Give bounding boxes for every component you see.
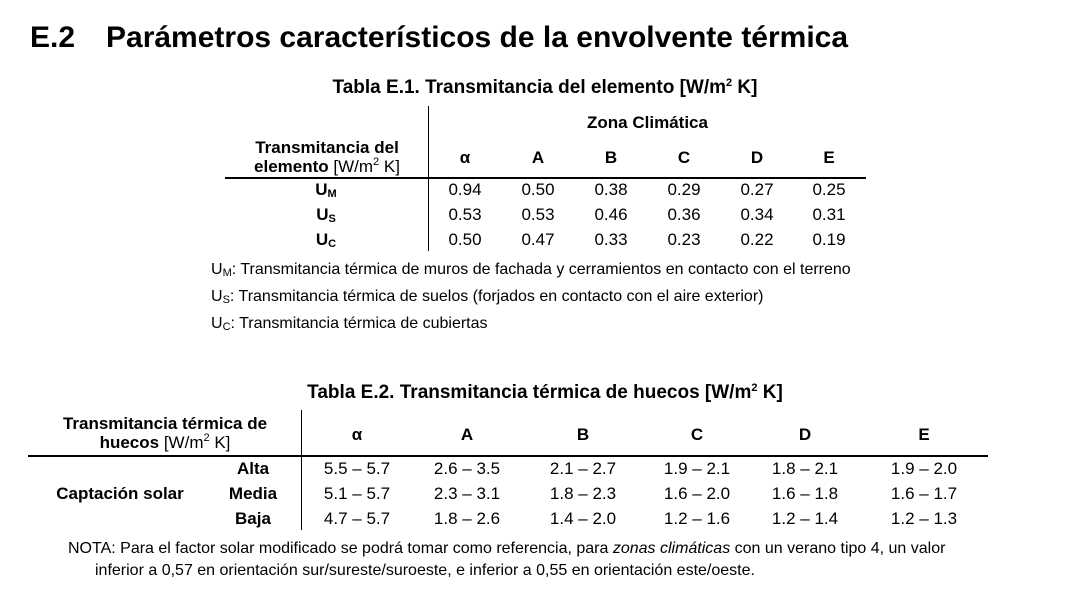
- table1-caption-sup: 2: [726, 77, 733, 89]
- unit-sup: 2: [203, 432, 210, 444]
- note-symbol-sub: M: [222, 267, 232, 279]
- table2-cell: 2.6 – 3.5: [433, 459, 501, 478]
- table2-cell: 1.2 – 1.6: [663, 509, 731, 528]
- table1-cell: 0.34: [740, 205, 774, 224]
- table1-row-label: [296, 230, 356, 250]
- table2-row-label: Alta: [236, 459, 270, 478]
- section-number: E.2: [30, 21, 76, 54]
- table1-note: [211, 287, 763, 307]
- table2-column-header: α: [351, 425, 363, 444]
- table2-column-header: A: [460, 425, 474, 444]
- table1-cell: 0.19: [812, 230, 846, 249]
- table1-cell: 0.38: [594, 180, 628, 199]
- table2-cell: 1.2 – 1.4: [771, 509, 839, 528]
- note-text: : Transmitancia térmica de suelos (forjados en contacto con el aire exterior): [229, 288, 764, 305]
- row-label-sub: C: [328, 238, 337, 250]
- table1-cell: 0.23: [667, 230, 701, 249]
- table1-group-header: Zona Climática: [587, 113, 708, 132]
- table2-cell: 1.9 – 2.0: [890, 459, 958, 478]
- table1-row-label: [296, 205, 356, 225]
- table2-group-label: Captación solar: [56, 484, 184, 503]
- table1-header-rule: [225, 177, 866, 179]
- unit-prefix: [W/m: [159, 433, 204, 452]
- note-symbol: U: [211, 261, 223, 278]
- note-symbol: U: [211, 288, 223, 305]
- table2-cell: 1.9 – 2.1: [663, 459, 731, 478]
- table2-column-header: E: [918, 425, 930, 444]
- unit-suffix: K]: [209, 433, 231, 452]
- row-label-base: U: [315, 180, 328, 199]
- table1-cell: 0.53: [448, 205, 482, 224]
- note-symbol-sub: S: [222, 294, 230, 306]
- table1-caption-text: Tabla E.1. Transmitancia del elemento [W/m: [332, 77, 727, 98]
- table2-column-header: C: [690, 425, 704, 444]
- table1-cell: 0.50: [448, 230, 482, 249]
- table1-column-header: C: [677, 148, 691, 167]
- table2-cell: 1.4 – 2.0: [549, 509, 617, 528]
- table1-cell: 0.31: [812, 205, 846, 224]
- table2-row-label: Baja: [235, 509, 271, 528]
- table2-header-rule: [28, 455, 988, 457]
- table2-row-header-unit: [159, 433, 230, 452]
- table1-cell: 0.25: [812, 180, 846, 199]
- table2-column-header: D: [798, 425, 812, 444]
- table2-cell: 5.1 – 5.7: [323, 484, 391, 503]
- footnote-line1: [68, 538, 945, 559]
- table2-cell: 1.8 – 2.1: [771, 459, 839, 478]
- table2-row-header: [40, 414, 290, 452]
- table2-caption: [0, 382, 1080, 404]
- table1-column-header: A: [531, 148, 545, 167]
- table2-cell: 4.7 – 5.7: [323, 509, 391, 528]
- table1-column-header: α: [459, 148, 471, 167]
- table2-cell: 1.6 – 1.7: [890, 484, 958, 503]
- note-text: : Transmitancia térmica de muros de fachada y cerramientos en contacto con el terreno: [231, 261, 851, 278]
- table1-cell: 0.50: [521, 180, 555, 199]
- table1-row-header-line2: elemento: [254, 157, 329, 176]
- table2-caption-text: Tabla E.2. Transmitancia térmica de huecos [W/m: [307, 382, 752, 403]
- table2-caption-unit: K]: [757, 382, 783, 403]
- footnote-italic: zonas climáticas: [612, 540, 731, 557]
- unit-prefix: [W/m: [328, 157, 374, 176]
- note-symbol-sub: C: [222, 321, 231, 333]
- unit-suffix: K]: [379, 157, 400, 176]
- footnote-prefix: NOTA: Para el factor solar modificado se podrá tomar como referencia, para: [68, 540, 613, 557]
- table2-row-label: Media: [228, 484, 278, 503]
- table1-row-label: [296, 180, 356, 200]
- table1-caption: [0, 77, 1080, 99]
- table1-row-header-unit: [329, 157, 400, 176]
- table1-row-header: [232, 138, 422, 176]
- table2-cell: 2.1 – 2.7: [549, 459, 617, 478]
- table1-cell: 0.94: [448, 180, 482, 199]
- table1-cell: 0.22: [740, 230, 774, 249]
- table1-note: [211, 314, 488, 334]
- unit-sup: 2: [373, 156, 380, 168]
- table2-cell: 1.2 – 1.3: [890, 509, 958, 528]
- table2-caption-sup: 2: [751, 382, 758, 394]
- table2-row-header-line2: huecos: [99, 433, 160, 452]
- row-label-sub: M: [327, 188, 337, 200]
- footnote-suffix: con un verano tipo 4, un valor: [730, 540, 946, 557]
- table1-cell: 0.29: [667, 180, 701, 199]
- note-text: : Transmitancia térmica de cubiertas: [230, 315, 488, 332]
- table1-column-header: B: [604, 148, 618, 167]
- table2-column-header: B: [576, 425, 590, 444]
- table1-row-header-line1: Transmitancia del: [255, 138, 399, 157]
- table2-cell: 1.6 – 1.8: [771, 484, 839, 503]
- table2-cell: 1.6 – 2.0: [663, 484, 731, 503]
- table1-column-header: E: [823, 148, 835, 167]
- table1-cell: 0.36: [667, 205, 701, 224]
- row-label-base: U: [315, 230, 329, 249]
- table1-cell: 0.46: [594, 205, 628, 224]
- table1-column-header: D: [750, 148, 764, 167]
- table2-cell: 2.3 – 3.1: [433, 484, 501, 503]
- section-heading: [30, 19, 848, 57]
- row-label-sub: S: [328, 213, 336, 225]
- table1-cell: 0.53: [521, 205, 555, 224]
- table1-caption-unit: K]: [732, 77, 758, 98]
- section-title: Parámetros característicos de la envolvente térmica: [106, 21, 849, 54]
- table1-cell: 0.47: [521, 230, 555, 249]
- row-label-base: U: [316, 205, 329, 224]
- table2-row-header-line1: Transmitancia térmica de: [62, 414, 268, 433]
- footnote-line2: inferior a 0,57 en orientación sur/sureste/suroeste, e inferior a 0,55 en orientación este/oeste.: [95, 562, 755, 579]
- note-symbol: U: [211, 315, 223, 332]
- table1-note: [211, 260, 851, 280]
- table2-cell: 1.8 – 2.6: [433, 509, 501, 528]
- table2-cell: 5.5 – 5.7: [323, 459, 391, 478]
- table2-cell: 1.8 – 2.3: [549, 484, 617, 503]
- table1-cell: 0.33: [594, 230, 628, 249]
- table2-vertical-rule: [301, 410, 302, 530]
- table1-cell: 0.27: [740, 180, 774, 199]
